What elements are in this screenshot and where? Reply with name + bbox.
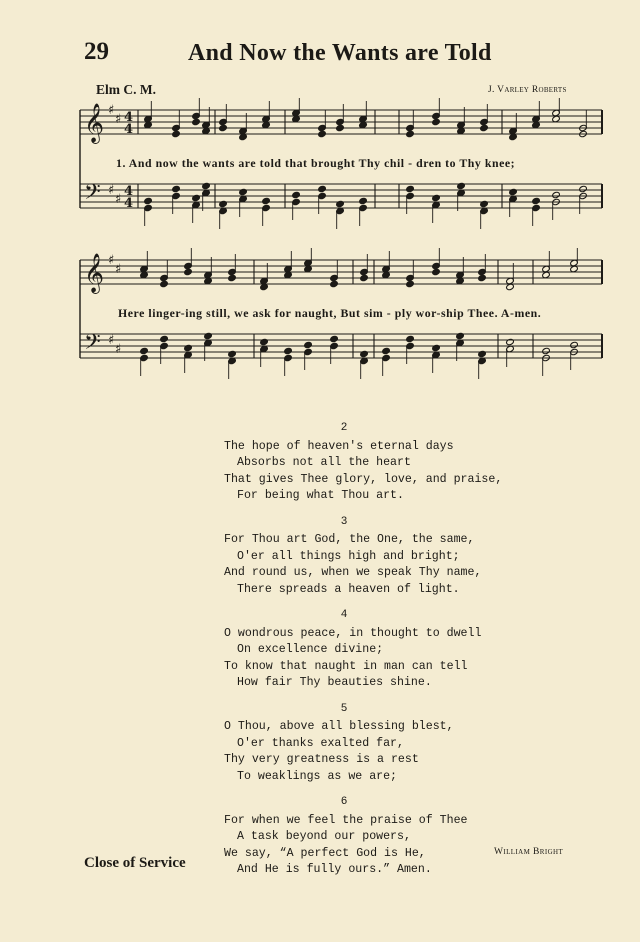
note-head [382,347,391,354]
time-signature: 4 [124,184,134,199]
hymn-number: 29 [84,38,109,65]
verse-number: 5 [340,702,348,715]
verse-line: And round us, when we speak Thy name, [224,566,482,579]
note-head [406,130,415,137]
note-head [478,350,487,357]
verse-6 [224,794,524,879]
note-head [579,185,588,192]
note-head [406,335,415,342]
sharp-icon: ♯ [115,112,122,127]
verse-number: 6 [340,796,348,808]
time-signature: 4 [124,110,134,125]
note-head [336,200,345,207]
verse-line: A task beyond our powers, [237,830,411,843]
verse-line: O'er all things high and bright; [237,549,460,563]
note-head [570,341,579,348]
note-head [478,274,487,281]
note-head [406,185,415,192]
lyric-line-1: 1. And now the wants are told that brought Thy chil - dren to Thy knee; [116,156,516,170]
note-head [228,350,237,357]
note-head [160,335,169,342]
verse-line: O Thou, above all blessing blest, [224,720,454,733]
note-head [318,185,327,192]
note-head [172,185,181,192]
note-head [172,130,181,137]
note-head [432,118,441,125]
note-head [318,130,327,137]
verse-line: Thy very greatness is a rest [224,753,419,766]
verse-line: And He is fully ours.” Amen. [237,863,432,876]
note-head [160,280,169,287]
note-head [532,197,541,204]
verse-line: How fair Thy beauties shine. [237,676,432,689]
treble-clef-icon: 𝄞 [84,253,105,293]
sharp-icon: ♯ [115,192,122,207]
verse-4 [224,607,524,692]
note-head [360,350,369,357]
verse-3 [224,514,524,599]
note-head [292,191,301,198]
sharp-icon: ♯ [115,262,122,277]
note-head [228,274,237,281]
note-head [262,197,271,204]
treble-clef-icon: 𝄞 [84,103,105,143]
hymn-title: And Now the Wants are Told [188,40,492,66]
note-head [202,182,211,189]
verse-line: For being what Thou art. [237,489,404,502]
note-head [192,118,201,125]
verse-number: 2 [340,422,348,434]
verse-line: Absorbs not all the heart [237,456,411,469]
note-head [330,280,339,287]
note-head [360,274,369,281]
note-head [432,268,441,275]
section-footer: Close of Service [84,855,186,871]
note-head [204,332,213,339]
note-head [509,188,518,195]
bass-clef-icon: 𝄢 [84,330,101,360]
note-head [304,341,313,348]
sharp-icon: ♯ [108,103,115,118]
tune-name: Elm C. M. [96,82,156,97]
sharp-icon: ♯ [108,183,115,198]
verse-line: There spreads a heaven of light. [237,582,460,596]
verse-2 [224,420,524,505]
lyric-line-2: Here linger-ing still, we ask for naught, But sim - ply wor-ship Thee. A-men. [118,306,542,320]
sharp-icon: ♯ [115,342,122,357]
verse-number: 4 [340,609,348,621]
note-head [144,197,153,204]
note-head [542,347,551,354]
note-head [406,280,415,287]
note-head [480,124,489,131]
note-head [456,332,465,339]
verse-line: For when we feel the praise of Thee [224,813,468,827]
note-head [239,188,248,195]
bass-clef-icon: 𝄢 [84,180,101,210]
verse-5 [224,701,524,786]
note-head [192,194,201,201]
verse-line: O wondrous peace, in thought to dwell [224,626,482,640]
note-head [552,191,561,198]
note-head [359,197,368,204]
note-head [184,268,193,275]
verse-line: That gives Thee glory, love, and praise, [224,472,503,486]
note-head [219,200,228,207]
time-signature: 4 [124,196,134,211]
author-credit: William Bright [494,847,564,857]
sharp-icon: ♯ [108,333,115,348]
note-head [336,124,345,131]
note-head [219,124,228,131]
verse-line: For Thou art God, the One, the same, [224,533,475,546]
note-head [260,338,269,345]
verse-line: We say, “A perfect God is He, [224,846,426,860]
note-head [432,194,441,201]
time-signature: 4 [124,122,134,137]
verse-number: 3 [340,515,348,528]
verse-line: The hope of heaven's eternal days [224,439,454,453]
verse-line: On excellence divine; [237,643,384,656]
composer-credit: J. Varley Roberts [488,85,567,95]
note-head [457,182,466,189]
note-head [184,344,193,351]
verse-line: To weaklings as we are; [237,769,398,783]
note-head [506,338,515,345]
sharp-icon: ♯ [108,253,115,268]
verses-block [224,420,524,888]
note-head [284,347,293,354]
note-head [432,344,441,351]
verse-line: O'er thanks exalted far, [237,736,404,750]
note-head [140,347,149,354]
note-head [330,335,339,342]
verse-line: To know that naught in man can tell [224,659,468,673]
note-head [480,200,489,207]
